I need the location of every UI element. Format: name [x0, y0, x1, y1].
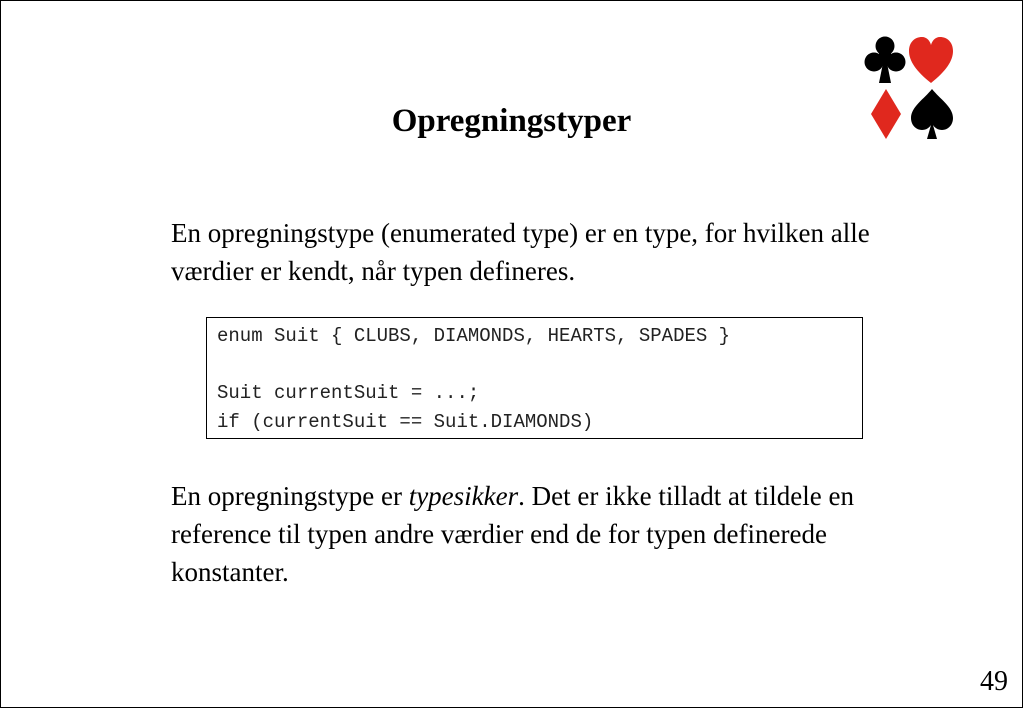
- slide-title: Opregningstyper: [391, 103, 632, 139]
- code-line: enum Suit { CLUBS, DIAMONDS, HEARTS, SPADES }: [217, 325, 731, 347]
- club-icon: [865, 37, 906, 84]
- paragraph-text-before: En opregningstype er: [171, 481, 409, 511]
- type-safety-paragraph: [171, 477, 871, 591]
- code-line: [217, 351, 862, 380]
- code-line: Suit currentSuit = ...;: [217, 382, 480, 404]
- code-block: [206, 317, 863, 439]
- page-number: 49: [980, 666, 1008, 697]
- paragraph-text-after: . Det er ikke tilladt at tildele en reference til typen andre værdier end de for typen definerede konstanter.: [171, 481, 861, 587]
- intro-paragraph: En opregningstype (enumerated type) er en type, for hvilken alle værdier er kendt, når typen defineres.: [171, 218, 870, 286]
- heart-icon: [909, 37, 953, 83]
- emphasis-term: typesikker: [408, 481, 519, 511]
- code-line: if (currentSuit == Suit.DIAMONDS): [217, 410, 594, 433]
